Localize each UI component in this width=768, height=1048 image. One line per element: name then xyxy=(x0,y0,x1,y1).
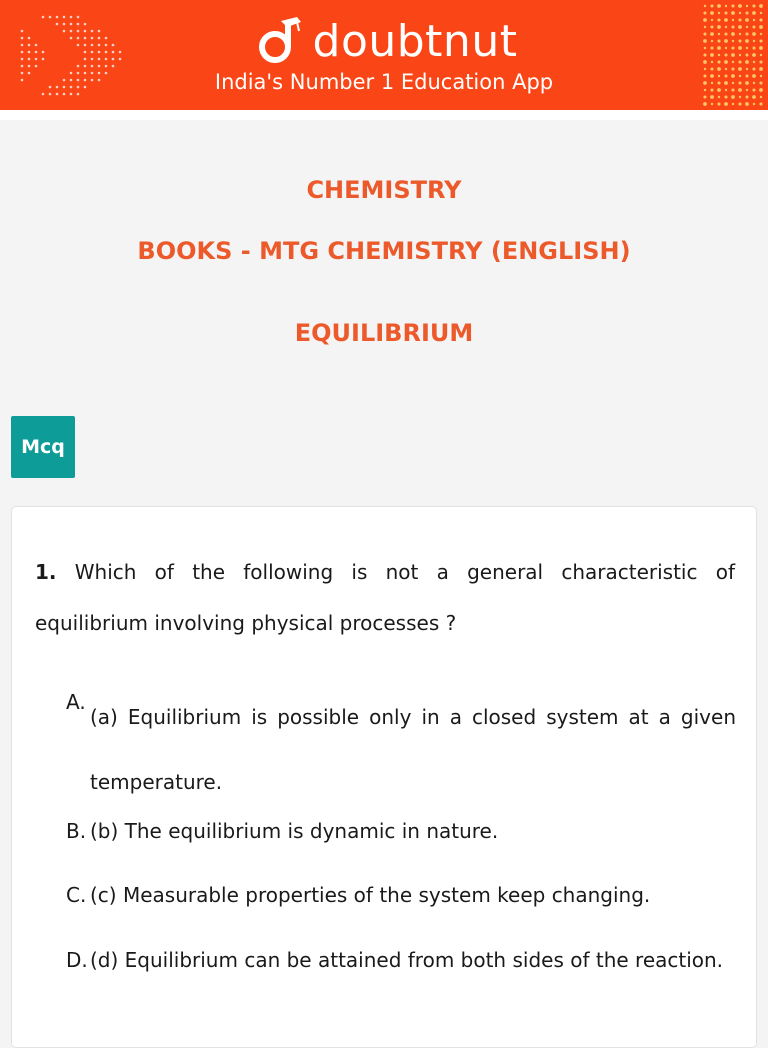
option-letter: A. xyxy=(66,690,86,714)
option-d[interactable] xyxy=(66,948,736,972)
question-card xyxy=(11,506,757,1048)
subject-heading: CHEMISTRY xyxy=(306,176,462,204)
option-c[interactable] xyxy=(66,883,736,907)
question-text xyxy=(35,547,735,649)
brand-logo[interactable] xyxy=(0,10,768,72)
section-tag-mcq: Mcq xyxy=(11,416,75,478)
question-body: Which of the following is not a general characteristic of equilibrium involving physical processes ? xyxy=(35,560,735,635)
header-divider xyxy=(0,110,768,120)
option-a[interactable] xyxy=(66,685,736,815)
option-letter: B. xyxy=(66,819,87,843)
option-text: (b) The equilibrium is dynamic in nature. xyxy=(90,819,499,843)
tagline: India's Number 1 Education App xyxy=(214,70,554,94)
option-text: (c) Measurable properties of the system keep changing. xyxy=(90,883,651,907)
option-text: (a) Equilibrium is possible only in a closed system at a given temperature. xyxy=(90,705,736,794)
option-letter: D. xyxy=(66,948,88,972)
brand-name: doubtnut xyxy=(312,15,518,67)
option-letter: C. xyxy=(66,883,87,907)
book-heading: BOOKS - MTG CHEMISTRY (ENGLISH) xyxy=(137,237,631,265)
chapter-heading: EQUILIBRIUM xyxy=(294,319,474,347)
option-b[interactable] xyxy=(66,819,736,843)
header-banner xyxy=(0,0,768,110)
question-number: 1. xyxy=(35,560,57,584)
doubtnut-logo-icon xyxy=(251,13,307,69)
option-text: (d) Equilibrium can be attained from both sides of the reaction. xyxy=(90,948,724,972)
